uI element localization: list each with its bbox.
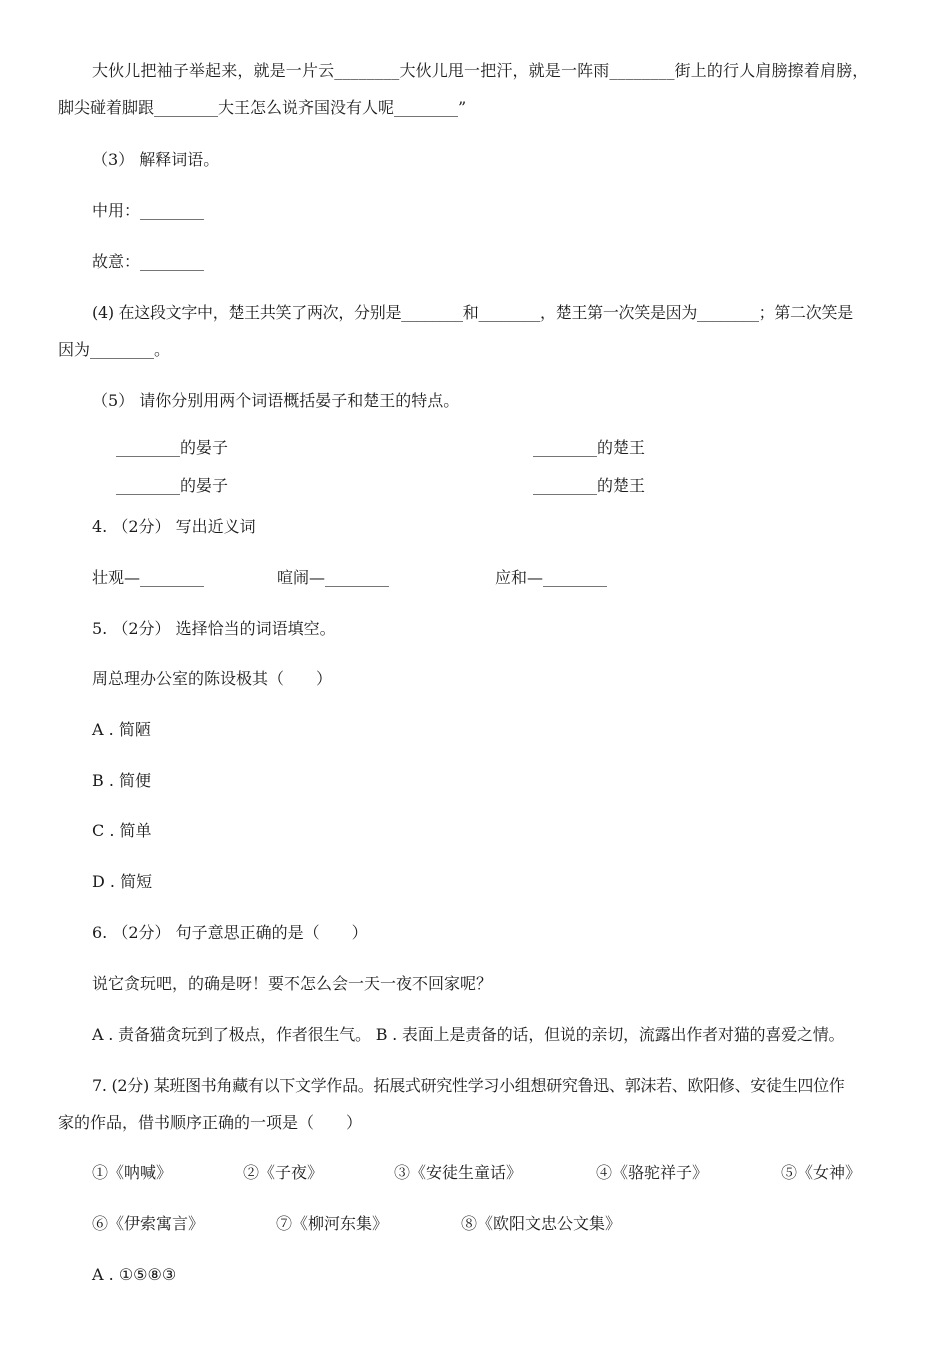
q5-option-a[interactable]: A . 简陋 xyxy=(92,720,151,739)
q7-book-6: ⑥《伊索寓言》 xyxy=(92,1214,205,1233)
q4-sub-line-1: (4) 在这段文字中，楚王共笑了两次，分别是________和________，楚王第一次笑是因为________；第二次笑是 xyxy=(92,303,853,322)
q7-book-3: ③《安徒生童话》 xyxy=(394,1163,523,1182)
q4-sub-line-2: 因为________。 xyxy=(58,340,171,359)
q7-book-7: ⑦《柳河东集》 xyxy=(276,1214,389,1233)
q4-pair-1: 壮观—________ xyxy=(92,568,205,587)
q7-book-8: ⑧《欧阳文忠公文集》 xyxy=(461,1214,622,1233)
q4-title: 4. （2分） 写出近义词 xyxy=(92,517,256,536)
q4-pair-2: 喧闹—________ xyxy=(277,568,390,587)
q5-option-c[interactable]: C . 简单 xyxy=(92,821,152,840)
q7-book-1: ①《呐喊》 xyxy=(92,1163,173,1182)
q5-sub-left-1: ________的晏子 xyxy=(116,438,229,457)
q5-option-b[interactable]: B . 简便 xyxy=(92,771,152,790)
q5-sub-right-2: ________的楚王 xyxy=(533,476,646,495)
q7-option-a[interactable]: A . ①⑤⑧③ xyxy=(92,1265,177,1284)
q5-stem: 周总理办公室的陈设极其（ ） xyxy=(92,669,333,688)
q5-option-d[interactable]: D . 简短 xyxy=(92,872,153,891)
q5-sub-right-1: ________的楚王 xyxy=(533,438,646,457)
q7-line-2: 家的作品，借书顺序正确的一项是（ ） xyxy=(58,1113,363,1132)
q3-sub-title: （3） 解释词语。 xyxy=(92,150,220,169)
q5-sub-title: （5） 请你分别用两个词语概括晏子和楚王的特点。 xyxy=(92,391,460,410)
passage-line-2: 脚尖碰着脚跟________大王怎么说齐国没有人呢________” xyxy=(58,98,467,117)
q6-options[interactable]: A . 责备猫贪玩到了极点，作者很生气。 B . 表面上是责备的话，但说的亲切，流露出作者对猫的喜爱之情。 xyxy=(92,1025,845,1044)
q3-sub-item-1: 中用：________ xyxy=(92,201,205,220)
q4-pair-3: 应和—________ xyxy=(495,568,608,587)
q5-title: 5. （2分） 选择恰当的词语填空。 xyxy=(92,619,336,638)
q7-book-4: ④《骆驼祥子》 xyxy=(596,1163,709,1182)
q6-stem: 说它贪玩吧，的确是呀！要不怎么会一天一夜不回家呢？ xyxy=(92,974,493,993)
q7-book-5: ⑤《女神》 xyxy=(781,1163,862,1182)
q5-sub-left-2: ________的晏子 xyxy=(116,476,229,495)
q7-line-1: 7. (2分) 某班图书角藏有以下文学作品。拓展式研究性学习小组想研究鲁迅、郭沫若、欧阳修、安徒生四位作 xyxy=(92,1076,845,1095)
q7-book-2: ②《子夜》 xyxy=(243,1163,324,1182)
q6-title: 6. （2分） 句子意思正确的是（ ） xyxy=(92,923,368,942)
q3-sub-item-2: 故意：________ xyxy=(92,252,205,271)
passage-line-1: 大伙儿把袖子举起来，就是一片云________大伙儿甩一把汗，就是一阵雨________街上的行人肩膀擦着肩膀， xyxy=(92,61,869,80)
